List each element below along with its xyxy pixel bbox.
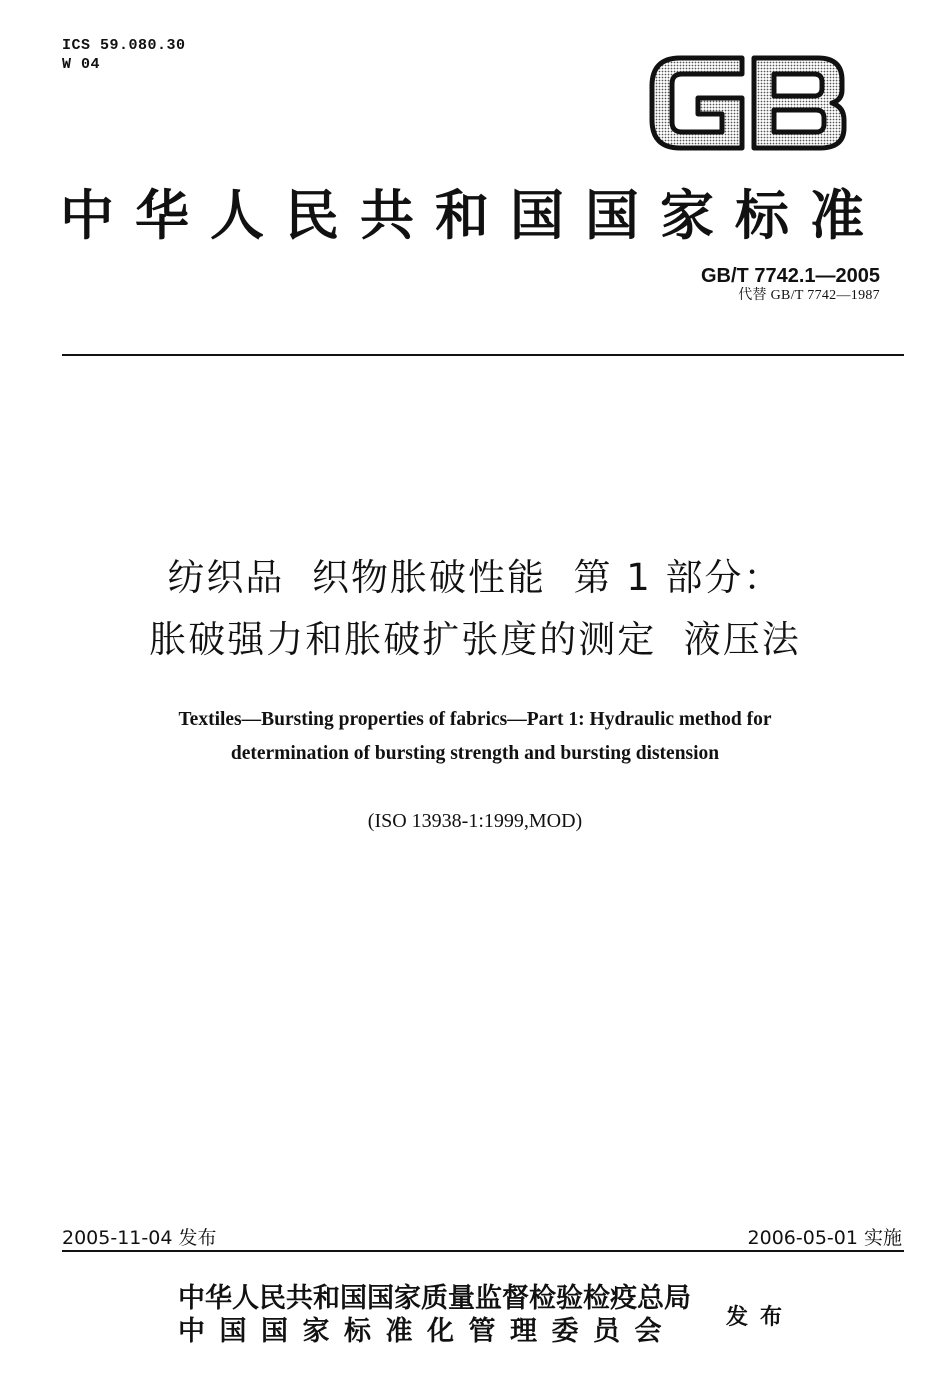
top-divider [62, 354, 904, 356]
implementation-date: 2006-05-01 实施 [747, 1227, 902, 1249]
issue-date: 2005-11-04 发布 [62, 1227, 217, 1249]
issuer-aqsiq: 中华人民共和国国家质量监督检验检疫总局 [178, 1283, 691, 1314]
replaces-note: 代替 GB/T 7742—1987 [738, 288, 880, 303]
issuing-authorities [178, 1282, 691, 1348]
issuer-sac: 中国国家标准化管理委员会 [178, 1316, 676, 1347]
ccs-code: W 04 [62, 56, 101, 73]
english-title-line-1: Textiles—Bursting properties of fabrics—Part 1: Hydraulic method for [178, 709, 772, 730]
chinese-title-line-1: 纺织品 织物胀破性能 第 1 部分： [167, 556, 783, 599]
chinese-title-line-2: 胀破强力和胀破扩张度的测定 液压法 [149, 618, 801, 661]
standard-number: GB/T 7742.1—2005 [701, 265, 880, 287]
publish-label: 发布 [726, 1305, 795, 1330]
gb-logo-icon [646, 52, 850, 154]
standard-number-block [701, 266, 880, 306]
english-title-line-2: determination of bursting strength and bursting distension [230, 743, 720, 764]
classification-codes [62, 36, 186, 74]
bottom-divider [62, 1250, 904, 1252]
standard-type-heading: 中华人民共和国国家标准 [60, 184, 885, 247]
iso-reference: (ISO 13938-1:1999,MOD) [367, 810, 583, 832]
ics-code: ICS 59.080.30 [62, 37, 186, 54]
